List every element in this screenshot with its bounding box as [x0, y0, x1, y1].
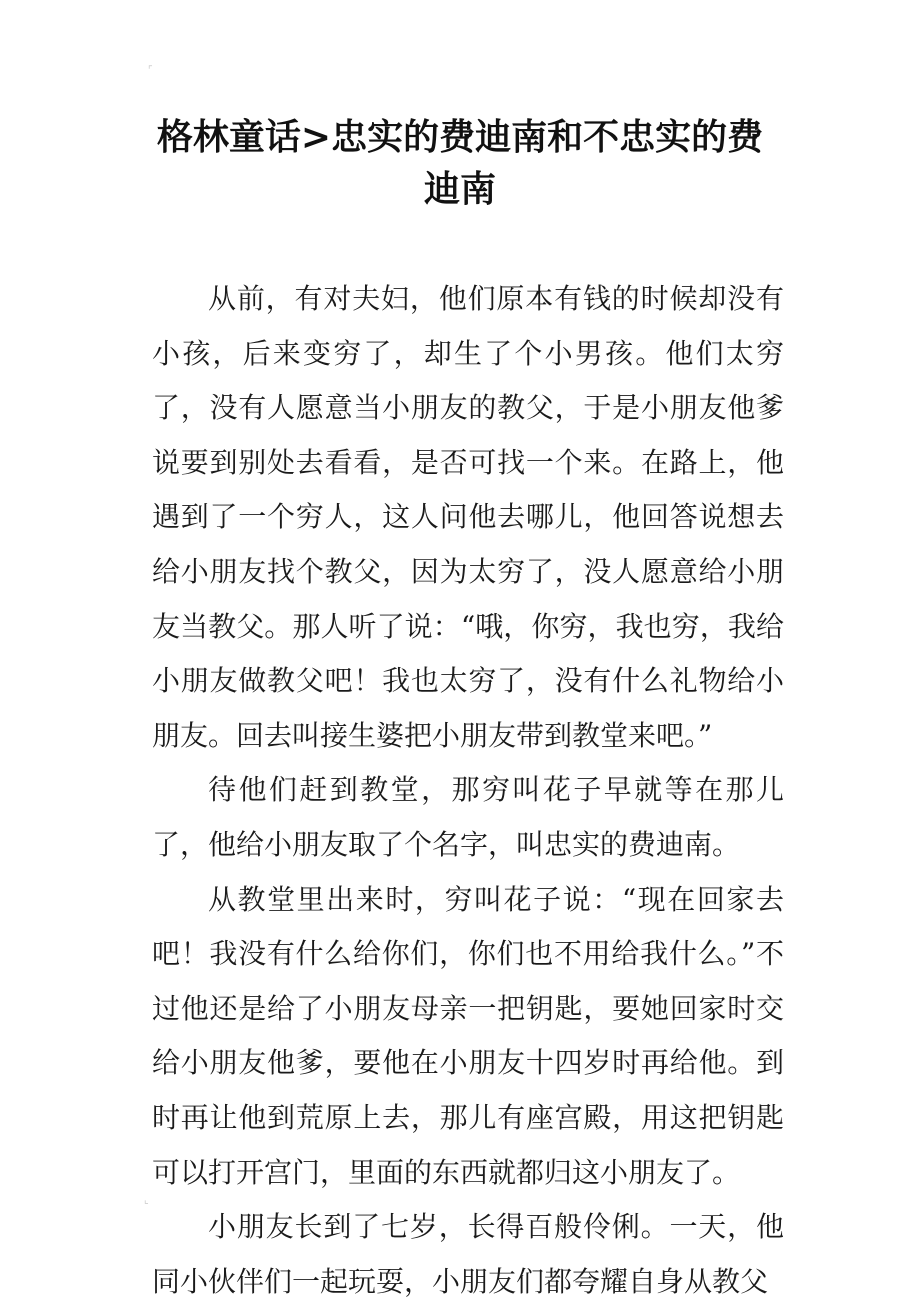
- page-corner-mark-top: ⌜: [148, 65, 153, 76]
- paragraph-3: 从教堂里出来时，穷叫花子说：“现在回家去吧！我没有什么给你们，你们也不用给我什么。”不过他还是给了小朋友母亲一把钥匙，要她回家时交给小朋友他爹，要他在小朋友十四岁时再给他。到时再让他到荒原上去，那儿有座宫殿，用这把钥匙可以打开宫门，里面的东西就都归这小朋友了。: [152, 882, 784, 1189]
- page-corner-mark-bottom: ⌞: [144, 1195, 149, 1206]
- paragraph-4: 小朋友长到了七岁，长得百般伶俐。一天，他同小伙伴们一起玩耍，小朋友们都夸耀自身从教父: [152, 1210, 784, 1298]
- document-title: 格林童话>忠实的费迪南和不忠实的费迪南: [156, 117, 764, 210]
- paragraph-2: 待他们赶到教堂，那穷叫花子早就等在那儿了，他给小朋友取了个名字，叫忠实的费迪南。: [152, 773, 784, 861]
- paragraph-1: 从前，有对夫妇，他们原本有钱的时候却没有小孩，后来变穷了，却生了个小男孩。他们太穷了，没有人愿意当小朋友的教父，于是小朋友他爹说要到别处去看看，是否可找一个来。在路上，他遇到了一个穷人，这人问他去哪儿，他回答说想去给小朋友找个教父，因为太穷了，没人愿意给小朋友当教父。那人听了说：“哦，你穷，我也穷，我给小朋友做教父吧！我也太穷了，没有什么礼物给小朋友。回去叫接生婆把小朋友带到教堂来吧。”: [152, 282, 784, 752]
- document-body: [152, 272, 784, 1309]
